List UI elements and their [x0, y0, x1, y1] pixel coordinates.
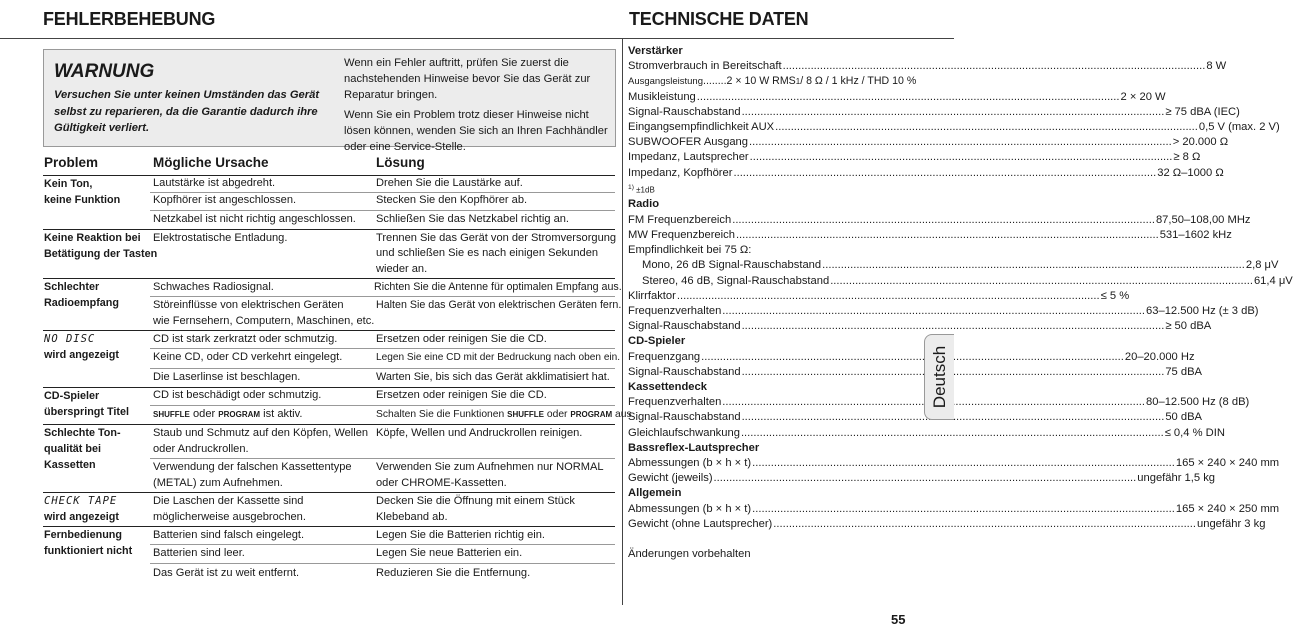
row-rule	[150, 348, 615, 349]
problem-no-sound	[44, 176, 120, 208]
spec-heading-speakers: Bassreflex-Lautsprecher	[628, 441, 760, 454]
table-rule	[43, 330, 615, 331]
cause-text: Kopfhörer ist angeschlossen.	[153, 194, 297, 206]
cause-text: oder	[192, 408, 216, 420]
program-label: PROGRAM	[218, 410, 261, 419]
spec-heading-cd: CD-Spieler	[628, 335, 686, 348]
spec-row: Abmessungen (b × h × t) ..... 165 × 240 × 240 mm	[628, 456, 907, 471]
solution-text: oder	[546, 409, 568, 420]
problem-no-disc	[44, 331, 119, 363]
spec-row: Klirrfaktor ..... ≤ 5 %	[628, 289, 907, 304]
problem-line: Radioempfang	[44, 297, 119, 309]
problem-line: Fernbedienung	[44, 529, 122, 541]
row-rule	[150, 296, 615, 297]
solution-text: Ersetzen oder reinigen Sie die CD.	[376, 333, 547, 345]
problem-line: funktioniert nicht	[44, 545, 133, 557]
cause-text: Staub und Schmutz auf den Köpfen, Wellen	[153, 427, 369, 439]
spec-row: FM Frequenzbereich ..... 87,50–108,00 MHz	[628, 213, 907, 228]
row-rule	[150, 458, 615, 459]
spec-row: Musikleistung ..... 2 × 20 W	[628, 90, 907, 105]
cause-text: Elektrostatische Entladung.	[153, 232, 288, 244]
solution-text: Klebeband ab.	[376, 511, 448, 523]
spec-row: Gleichlaufschwankung ..... ≤ 0,4 % DIN	[628, 426, 907, 441]
cause-text: Batterien sind falsch eingelegt.	[153, 529, 305, 541]
spec-row: Abmessungen (b × h × t) ..... 165 × 240 × 250 mm	[628, 502, 907, 517]
solution-text: Verwenden Sie zum Aufnehmen nur NORMAL	[376, 461, 604, 473]
problem-line: Schlechte Ton-	[44, 427, 121, 439]
warning-paragraph-1: Wenn ein Fehler auftritt, prüfen Sie zuerst die nachstehenden Hinweise bevor Sie das Gerät zur Reparatur bringen.	[344, 57, 591, 101]
solution-text: Decken Sie die Öffnung mit einem Stück	[376, 495, 575, 507]
solution-text: Schalten Sie die Funktionen	[376, 409, 505, 420]
cause-text: Netzkabel ist nicht richtig angeschlossen.	[153, 213, 356, 225]
right-section-title: TECHNISCHE DATEN	[629, 9, 809, 29]
problem-line: qualität bei	[44, 443, 101, 455]
table-rule	[43, 492, 615, 493]
table-rule	[43, 175, 615, 176]
solution-text: Halten Sie das Gerät von elektrischen Geräten fern.	[376, 299, 622, 311]
warning-box	[43, 49, 616, 153]
solution-text: Ersetzen oder reinigen Sie die CD.	[376, 389, 547, 401]
column-divider	[622, 39, 623, 605]
spec-row: Frequenzverhalten ..... 80–12.500 Hz (8 dB)	[628, 395, 907, 410]
left-section-title: FEHLERBEHEBUNG	[43, 9, 216, 29]
spec-row: Signal-Rauschabstand ..... ≥ 75 dBA (IEC)	[628, 105, 907, 120]
col-header-cause: Mögliche Ursache	[153, 155, 269, 170]
solution-shuffle-program	[376, 407, 634, 423]
table-rule	[43, 424, 615, 425]
lcd-text-no-disc: NO DISC	[44, 333, 96, 345]
problem-line: CD-Spieler	[44, 390, 100, 402]
spec-row: Impedanz, Lautsprecher ..... ≥ 8 Ω	[628, 150, 907, 165]
problem-line: Schlechter	[44, 281, 100, 293]
solution-text: Legen Sie eine CD mit der Bedruckung nach oben ein.	[376, 352, 621, 363]
spec-row: Empfindlichkeit bei 75 Ω:	[628, 244, 752, 257]
solution-text: Drehen Sie die Laustärke auf.	[376, 177, 523, 189]
col-header-solution: Lösung	[376, 155, 425, 170]
cause-text: Lautstärke ist abgedreht.	[153, 177, 276, 189]
solution-text: oder CHROME-Kassetten.	[376, 477, 507, 489]
warning-instructions	[344, 55, 612, 159]
problem-line: Keine Reaktion bei	[44, 232, 141, 244]
solution-text: wieder an.	[376, 263, 428, 275]
problem-no-reaction	[44, 230, 157, 262]
cause-text: Störeinflüsse von elektrischen Geräten	[153, 299, 344, 311]
cause-text: Keine CD, oder CD verkehrt eingelegt.	[153, 351, 343, 363]
spec-row: Impedanz, Kopfhörer ..... 32 Ω–1000 Ω	[628, 166, 907, 181]
language-tab-label: Deutsch	[929, 345, 949, 409]
program-label: PROGRAM	[570, 410, 613, 419]
row-rule	[150, 368, 615, 369]
problem-line: Betätigung der Tasten	[44, 248, 158, 260]
spec-heading-cassette: Kassettendeck	[628, 380, 707, 393]
solution-text: Legen Sie die Batterien richtig ein.	[376, 529, 545, 541]
solution-text: Stecken Sie den Kopfhörer ab.	[376, 194, 528, 206]
spec-row: Stromverbrauch in Bereitschaft ..... 8 W	[628, 59, 907, 74]
spec-row: Signal-Rauschabstand ..... 50 dBA	[628, 410, 907, 425]
spec-footnote: $^{1)}$ ±1dB	[628, 183, 655, 195]
solution-text: Trennen Sie das Gerät von der Stromversorgung	[376, 232, 617, 244]
solution-text: Schließen Sie das Netzkabel richtig an.	[376, 213, 570, 225]
table-rule	[43, 278, 615, 279]
cause-text: Die Laschen der Kassette sind	[153, 495, 304, 507]
spec-heading-radio: Radio	[628, 198, 660, 211]
solution-text: aus.	[615, 409, 635, 420]
solution-text: Legen Sie neue Batterien ein.	[376, 547, 523, 559]
cause-text: Schwaches Radiosignal.	[153, 281, 274, 293]
row-rule	[150, 210, 615, 211]
cause-text: CD ist beschädigt oder schmutzig.	[153, 389, 322, 401]
spec-row: Eingangsempfindlichkeit AUX ..... 0,5 V (max. 2 V)	[628, 120, 907, 135]
shuffle-label: SHUFFLE	[507, 410, 544, 419]
spec-row: Ausgangsleistung ........ 2 × 10 W RMS 1 / 8 Ω / 1 kHz / THD 10 %	[628, 75, 917, 88]
cause-text: Die Laserlinse ist beschlagen.	[153, 371, 301, 383]
spec-note: Änderungen vorbehalten	[628, 547, 751, 560]
problem-cd-skips	[44, 388, 129, 420]
spec-row: Mono, 26 dB Signal-Rauschabstand ..... 2,8 μV	[628, 258, 907, 273]
spec-row: MW Frequenzbereich ..... 531–1602 kHz	[628, 228, 907, 243]
problem-check-tape	[44, 493, 119, 525]
spec-row: SUBWOOFER Ausgang ..... > 20.000 Ω	[628, 135, 907, 150]
solution-text: und schließen Sie es nach einigen Sekunden	[376, 247, 599, 259]
warning-paragraph-2: Wenn Sie ein Problem trotz dieser Hinweise nicht lösen können, wenden Sie sich an Ihren Fachhändler oder eine Service-Stelle.	[344, 109, 608, 153]
cause-text: CD ist stark zerkratzt oder schmutzig.	[153, 333, 338, 345]
spec-row: Frequenzgang ..... 20–20.000 Hz	[628, 350, 907, 365]
spec-heading-amplifier: Verstärker	[628, 45, 683, 57]
problem-remote	[44, 527, 132, 559]
row-rule	[150, 544, 615, 545]
header-rule	[0, 38, 954, 39]
cause-text: Verwendung der falschen Kassettentype	[153, 461, 352, 473]
problem-line: Kassetten	[44, 459, 96, 471]
warning-title: WARNUNG	[54, 61, 155, 82]
spec-row: Stereo, 46 dB, Signal-Rauschabstand ..... 61,4 μV	[628, 274, 907, 289]
problem-line: keine Funktion	[44, 194, 121, 206]
page-number: 55	[891, 612, 906, 627]
solution-text: Reduzieren Sie die Entfernung.	[376, 567, 531, 579]
cause-text: wie Fernsehern, Computern, Maschinen, etc.	[153, 315, 375, 327]
solution-text: Richten Sie die Antenne für optimalen Empfang aus.	[374, 281, 622, 293]
language-tab	[924, 334, 954, 420]
problem-line: Kein Ton,	[44, 178, 93, 190]
shuffle-label: SHUFFLE	[153, 410, 190, 419]
spec-row: Frequenzverhalten ..... 63–12.500 Hz (± 3 dB)	[628, 304, 907, 319]
cause-text: ist aktiv.	[263, 408, 303, 420]
row-rule	[150, 563, 615, 564]
cause-text: oder Andruckrollen.	[153, 443, 249, 455]
problem-line: überspringt Titel	[44, 406, 129, 418]
spec-row: Gewicht (jeweils) ..... ungefähr 1,5 kg	[628, 471, 907, 486]
solution-text: Warten Sie, bis sich das Gerät akklimatisiert hat.	[376, 371, 610, 383]
problem-bad-radio	[44, 279, 119, 311]
cause-text: Das Gerät ist zu weit entfernt.	[153, 567, 300, 579]
spec-row: Signal-Rauschabstand ..... ≥ 50 dBA	[628, 319, 907, 334]
col-header-problem: Problem	[44, 155, 99, 170]
problem-line: wird angezeigt	[44, 511, 119, 523]
row-rule	[150, 405, 615, 406]
warning-text: Versuchen Sie unter keinen Umständen das Gerät selbst zu reparieren, da die Garantie dadurch ihre Gültigkeit verliert.	[54, 89, 320, 134]
spec-heading-general: Allgemein	[628, 487, 682, 500]
cause-text: (METAL) zum Aufnehmen.	[153, 477, 283, 489]
solution-text: Köpfe, Wellen und Andruckrollen reinigen.	[376, 427, 583, 439]
cause-text: möglicherweise ausgebrochen.	[153, 511, 306, 523]
spec-row: Gewicht (ohne Lautsprecher) ..... ungefähr 3 kg	[628, 517, 907, 532]
cause-shuffle-program	[153, 407, 302, 423]
problem-line: wird angezeigt	[44, 349, 119, 361]
cause-text: Batterien sind leer.	[153, 547, 245, 559]
lcd-text-check-tape: CHECK TAPE	[44, 495, 118, 507]
problem-bad-tape-sound	[44, 425, 121, 473]
spec-row: Signal-Rauschabstand ..... 75 dBA	[628, 365, 907, 380]
